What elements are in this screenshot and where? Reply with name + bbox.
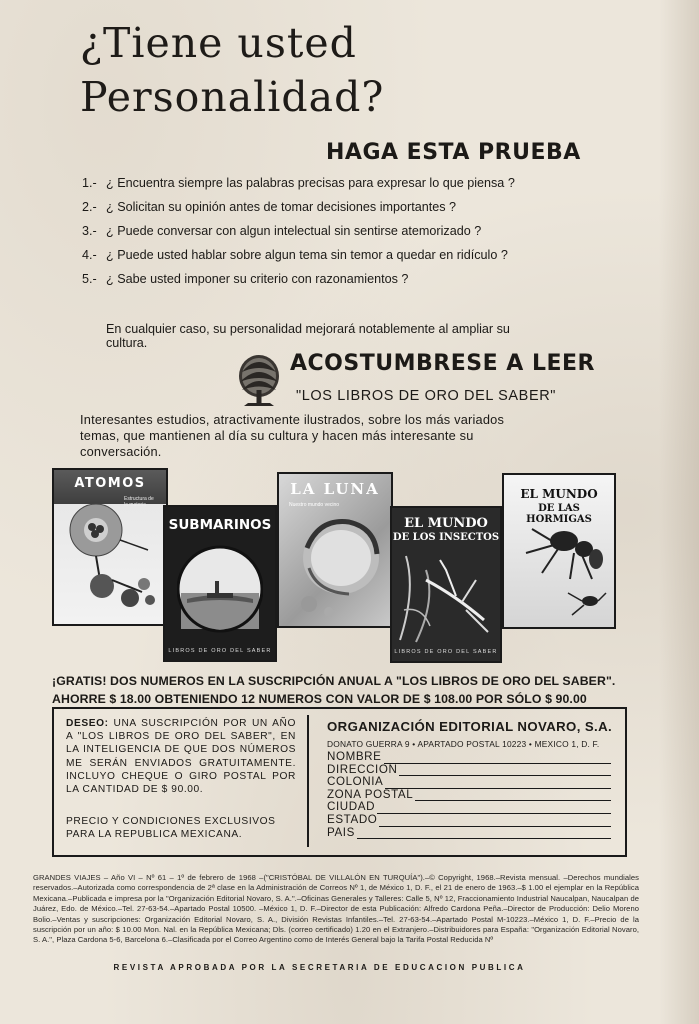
- book-cover-la-luna: [277, 472, 393, 628]
- question-item: [82, 176, 522, 190]
- mantis-illustration-icon: [396, 550, 496, 646]
- field-label: COLONIA: [327, 775, 384, 789]
- page-edge-shadow: [659, 0, 699, 1024]
- publisher-name: ORGANIZACIÓN EDITORIAL NOVARO, S.A.: [327, 719, 613, 734]
- field-label: ESTADO: [327, 812, 378, 826]
- field-line[interactable]: [357, 829, 611, 839]
- book-cover-hormigas: [502, 473, 616, 629]
- question-number: 3.-: [82, 224, 97, 238]
- book-title-top: EL MUNDO: [404, 516, 488, 531]
- subscription-offer: [52, 672, 632, 708]
- book-footer: LIBROS DE ORO DEL SABER: [168, 648, 272, 654]
- test-heading: HAGA ESTA PRUEBA: [326, 140, 581, 165]
- coupon-field-nombre[interactable]: [327, 751, 611, 764]
- atom-illustration-icon: [60, 500, 160, 620]
- question-list: [82, 176, 522, 296]
- question-text: ¿ Solicitan su opinión antes de tomar decisiones importantes ?: [106, 200, 457, 214]
- approval-notice: REVISTA APROBADA POR LA SECRETARIA DE EDUCACION PUBLICA: [113, 963, 526, 972]
- question-number: 2.-: [82, 200, 97, 214]
- field-line[interactable]: [379, 817, 611, 827]
- coupon-divider: [307, 715, 309, 847]
- offer-line2: AHORRE $ 18.00 OBTENIENDO 12 NUMEROS CON VALOR DE $ 108.00 POR SÓLO $ 90.00: [52, 692, 587, 706]
- book-title-bottom: DE LAS HORMIGAS: [526, 503, 592, 525]
- question-text: ¿ Encuentra siempre las palabras precisas para expresar lo que piensa ?: [106, 176, 515, 190]
- headline-line1: ¿Tiene usted: [80, 19, 357, 67]
- headline: [80, 16, 384, 124]
- field-line[interactable]: [385, 779, 611, 789]
- ant-illustration-icon: [512, 519, 608, 619]
- question-item: [82, 248, 522, 262]
- field-label: ZONA POSTAL: [327, 787, 414, 801]
- field-line[interactable]: [415, 791, 611, 801]
- field-label: DIRECCION: [327, 762, 398, 776]
- headline-line2: Personalidad?: [80, 73, 385, 121]
- book-title-top: EL MUNDO: [520, 487, 598, 501]
- book-cover-insectos: [390, 506, 502, 663]
- coupon-field-estado[interactable]: [327, 814, 611, 827]
- field-label: CIUDAD: [327, 800, 376, 814]
- closing-text: En cualquier caso, su personalidad mejorará notablemente al ampliar su cultura.: [106, 322, 510, 350]
- cta-heading: ACOSTUMBRESE A LEER: [290, 351, 595, 376]
- submarine-illustration-icon: [177, 543, 263, 635]
- book-cover-atomos: [52, 468, 168, 626]
- deseo-label: DESEO:: [66, 718, 109, 729]
- offer-line1: ¡GRATIS! DOS NUMEROS EN LA SUSCRIPCIÓN ANUAL A "LOS LIBROS DE ORO DEL SABER".: [52, 674, 616, 688]
- question-number: 1.-: [82, 176, 97, 190]
- field-line[interactable]: [377, 804, 611, 814]
- book-title: LA LUNA: [290, 480, 380, 498]
- field-line[interactable]: [399, 766, 611, 776]
- question-item: [82, 272, 522, 286]
- field-label: PAIS: [327, 825, 355, 839]
- question-number: 4.-: [82, 248, 97, 262]
- question-text: ¿ Sabe usted imponer su criterio con razonamientos ?: [106, 272, 409, 286]
- coupon-field-colonia[interactable]: [327, 776, 611, 789]
- field-line[interactable]: [384, 754, 612, 764]
- coupon-request-text: [66, 717, 296, 796]
- book-subtitle: Nuestro mundo vecino: [289, 502, 340, 508]
- collection-name: "LOS LIBROS DE ORO DEL SABER": [296, 388, 557, 404]
- book-title: ATOMOS: [74, 476, 146, 491]
- tree-logo-icon: [236, 350, 282, 410]
- subscription-coupon: [52, 707, 627, 857]
- coupon-field-pais[interactable]: [327, 827, 611, 840]
- question-item: [82, 224, 522, 238]
- crater-illustration-icon: [289, 508, 383, 620]
- intro-text: Interesantes estudios, atractivamente ilustrados, sobre los más variados temas, que mantienen al día su cultura y hacen más interesante su conversación.: [80, 412, 505, 459]
- book-cover-submarinos: [163, 505, 277, 662]
- question-text: ¿ Puede conversar con algun intelectual sin sentirse atemorizado ?: [106, 224, 482, 238]
- question-number: 5.-: [82, 272, 97, 286]
- coupon-fields: [327, 751, 611, 839]
- field-label: NOMBRE: [327, 750, 382, 763]
- question-item: [82, 200, 522, 214]
- book-title: SUBMARINOS: [168, 517, 272, 533]
- book-footer: LIBROS DE ORO DEL SABER: [394, 649, 498, 655]
- deseo-text: UNA SUSCRIPCIÓN POR UN AÑO A "LOS LIBROS DE ORO DEL SABER", EN LA INTELIGENCIA DE QUE DOS NÚMEROS ME SERÁN ENVIADOS GRATUITAMENTE. INCLUYO CHEQUE O GIRO POSTAL POR LA CANTIDAD DE $ 90.00.: [66, 718, 296, 796]
- book-title-bottom: DE LOS INSECTOS: [392, 532, 500, 543]
- publisher-address: DONATO GUERRA 9 • APARTADO POSTAL 10223 • MEXICO 1, D. F.: [327, 739, 600, 749]
- coupon-price-note: PRECIO Y CONDICIONES EXCLUSIVOS PARA LA REPUBLICA MEXICANA.: [66, 816, 276, 841]
- colophon: GRANDES VIAJES – Año VI – Nº 61 – 1º de febrero de 1968 –("CRISTÓBAL DE VILLALÓN EN TURQUÍA").–© Copyright, 1968.–Revista mensual. –Derechos mundiales reservados.–Autorizada como correspondencia de 2ª clase en la Administración de Correos Nº 1, de México 1, D. F., el 21 de enero de 1963.–$ 1.00 el ejemplar en la República Mexicana.–Publicada e impresa por la "Organización Editorial Novaro, S. A.".–Oficinas Generales y Talleres: Calle 5, Nº 12, Fraccionamiento Industrial Naucalpan, Naucalpan de Juárez, Edo. de México.–Tel. 27-63-54.–Apartado Postal 10500. –México 1, D. F.–Director de esta Publicación: Alfredo Cardona Peña.–Director de Producción: Delio Moreno Bolio.–Ventas y suscripciones: Organización Editorial Novaro, S. A., División Revistas Infantiles.–Tel. 27-63-54.–Apartado Postal M-10223.–México 1, D. F.–Precio de la suscripción por un año: $ 10.00 Mon. Nal. en la República Mexicana; Dls. (correo certificado) 1.20 en el Extranjero.–Distribuidores para España: "Organización Editorial Novaro, S. A.", Plaza Cardona 5-6, Barcelona 6.–Clasificada por el Correo Argentino como de Interés General bajo la Tarifa Postal Reducida Nº: [33, 873, 639, 945]
- question-text: ¿ Puede usted hablar sobre algun tema sin temor a quedar en ridículo ?: [106, 248, 508, 262]
- book-subtitle: Estructura de la materia: [124, 496, 154, 508]
